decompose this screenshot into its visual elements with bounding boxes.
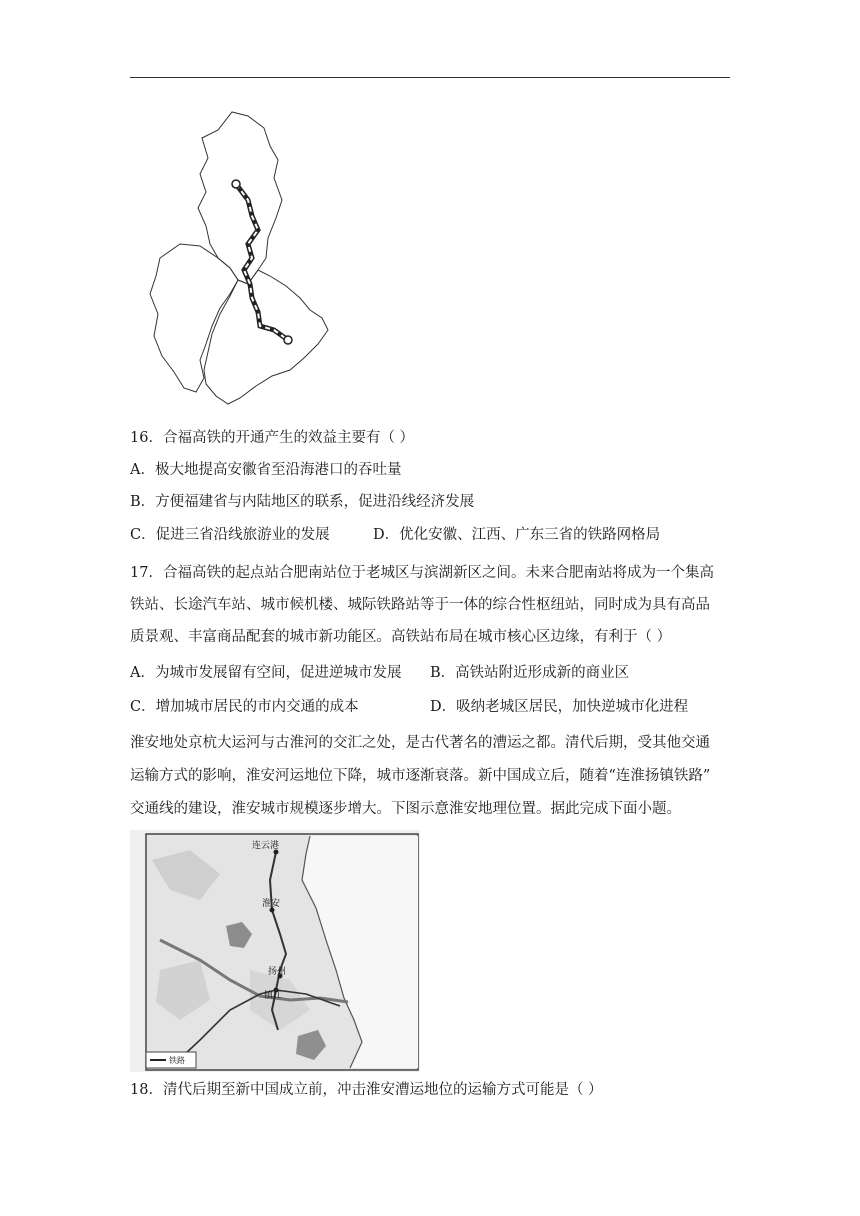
q17-stem-line-2: 铁站、长途汽车站、城市候机楼、城际铁路站等于一体的综合性枢纽站，同时成为具有高品 bbox=[130, 597, 710, 613]
passage-line-2: 运输方式的影响，淮安河运地位下降，城市逐渐衰落。新中国成立后，随着“连淮扬镇铁路” bbox=[130, 768, 711, 784]
station-hefei-marker bbox=[232, 180, 240, 188]
q16-stem: 16．合福高铁的开通产生的效益主要有（ ） bbox=[130, 430, 415, 446]
q17-stem-line-3: 质景观、丰富商品配套的城市新功能区。高铁站布局在城市核心区边缘，有利于（ ） bbox=[130, 629, 672, 645]
q17-option-c[interactable]: C．增加城市居民的市内交通的成本 bbox=[130, 699, 359, 715]
q18-stem: 18．清代后期至新中国成立前，冲击淮安漕运地位的运输方式可能是（ ） bbox=[130, 1082, 603, 1098]
huaian-location-map bbox=[130, 830, 420, 1072]
station-fuzhou-marker bbox=[284, 336, 292, 344]
q16-option-b[interactable]: B．方便福建省与内陆地区的联系，促进沿线经济发展 bbox=[130, 494, 475, 510]
province-outline-fujian bbox=[204, 270, 328, 404]
passage-line-1: 淮安地处京杭大运河与古淮河的交汇之处，是古代著名的漕运之都。清代后期，受其他交通 bbox=[130, 735, 710, 751]
q17-option-a[interactable]: A．为城市发展留有空间，促进逆城市发展 bbox=[130, 665, 402, 681]
q17-option-b[interactable]: B．高铁站附近形成新的商业区 bbox=[430, 665, 630, 681]
city-huaian-label: 淮安 bbox=[262, 899, 281, 909]
header-rule bbox=[130, 77, 730, 78]
city-yangzhou-label: 扬州 bbox=[268, 967, 287, 977]
legend-railway-label: 铁路 bbox=[169, 1056, 185, 1065]
q16-option-d[interactable]: D．优化安徽、江西、广东三省的铁路网格局 bbox=[373, 527, 661, 543]
city-zhenjiang-label: 镇江 bbox=[264, 991, 283, 1001]
q16-option-c[interactable]: C．促进三省沿线旅游业的发展 bbox=[130, 527, 330, 543]
hefu-railway-line bbox=[236, 184, 288, 340]
province-outline-jiangxi bbox=[150, 244, 238, 392]
hefu-railway-map bbox=[140, 108, 340, 408]
province-outline-anhui bbox=[198, 112, 282, 284]
passage-line-3: 交通线的建设，淮安城市规模逐步增大。下图示意淮安地理位置。据此完成下面小题。 bbox=[130, 801, 681, 817]
city-lianyungang-label: 连云港 bbox=[252, 841, 280, 851]
q17-stem-line-1: 17．合福高铁的起点站合肥南站位于老城区与滨湖新区之间。未来合肥南站将成为一个集高 bbox=[130, 565, 714, 581]
q17-option-d[interactable]: D．吸纳老城区居民，加快逆城市化进程 bbox=[430, 699, 689, 715]
q16-option-a[interactable]: A．极大地提高安徽省至沿海港口的吞吐量 bbox=[130, 462, 402, 478]
